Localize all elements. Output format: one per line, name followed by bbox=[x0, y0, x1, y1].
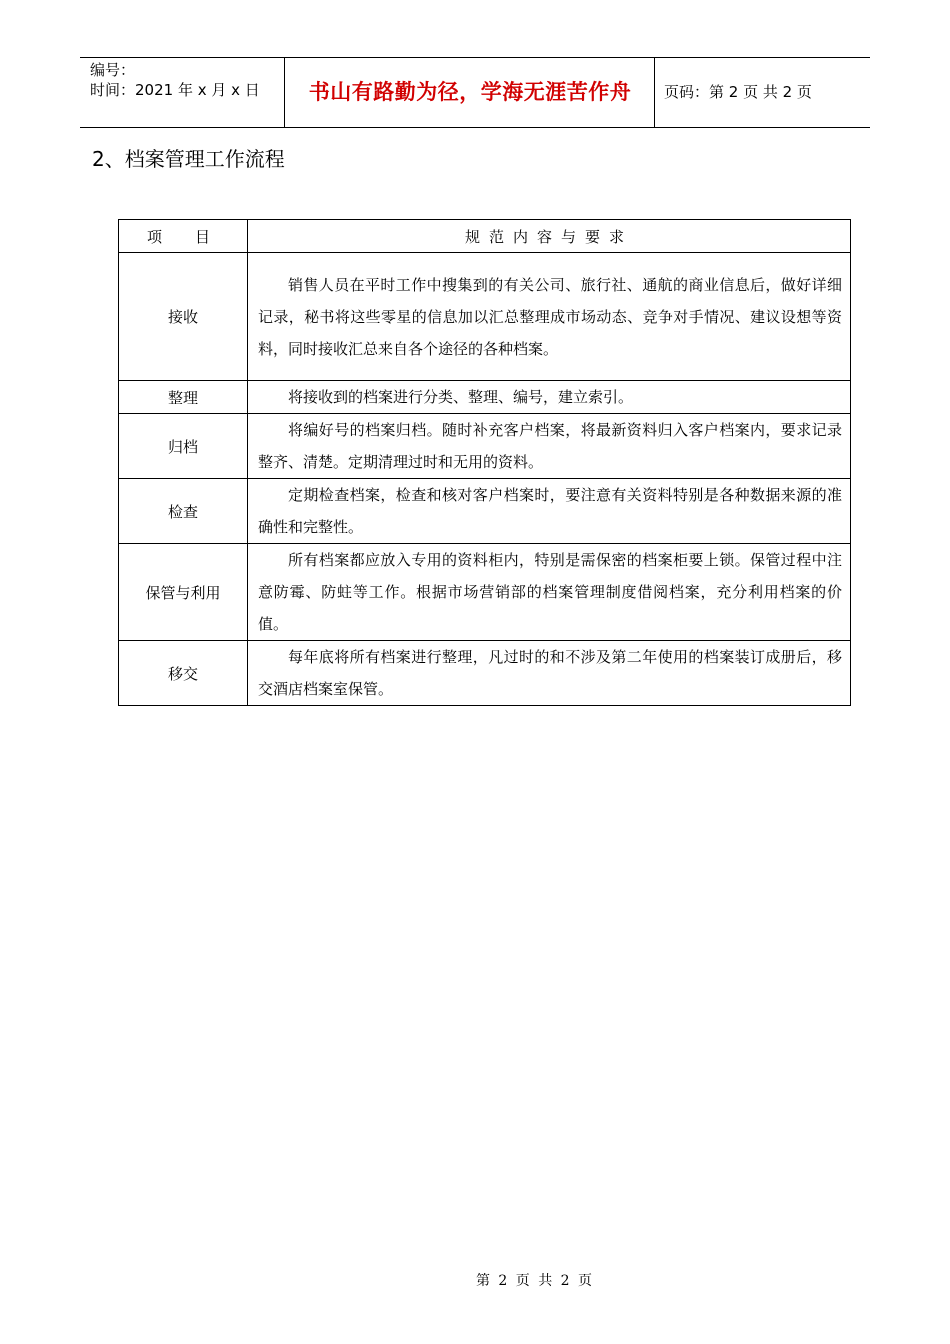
table-row bbox=[119, 479, 851, 544]
archive-workflow-table bbox=[118, 219, 851, 706]
document-number-label: 编号： bbox=[90, 61, 136, 79]
header-motto: 书山有路勤为径，学海无涯苦作舟 bbox=[308, 80, 632, 104]
table-row bbox=[119, 381, 851, 414]
column-header-content: 规范内容与要求 bbox=[248, 220, 851, 253]
table-row bbox=[119, 641, 851, 706]
row-item: 检查 bbox=[119, 479, 248, 544]
table-header-row bbox=[119, 220, 851, 253]
table-row bbox=[119, 544, 851, 641]
document-time-label: 时间：2021 年 x 月 x 日 bbox=[90, 81, 260, 99]
row-item: 整理 bbox=[119, 381, 248, 414]
row-content: 销售人员在平时工作中搜集到的有关公司、旅行社、通航的商业信息后，做好详细记录，秘书将这些零星的信息加以汇总整理成市场动态、竞争对手情况、建议设想等资料，同时接收汇总来自各个途径的各种档案。 bbox=[248, 253, 851, 381]
row-content: 将接收到的档案进行分类、整理、编号，建立索引。 bbox=[248, 381, 851, 414]
row-item: 归档 bbox=[119, 414, 248, 479]
table-row bbox=[119, 414, 851, 479]
column-header-item: 项 目 bbox=[119, 220, 248, 253]
header-page-info: 页码：第 2 页 共 2 页 bbox=[664, 83, 812, 101]
row-content: 所有档案都应放入专用的资料柜内，特别是需保密的档案柜要上锁。保管过程中注意防霉、防蛀等工作。根据市场营销部的档案管理制度借阅档案，充分利用档案的价值。 bbox=[248, 544, 851, 641]
page-header bbox=[80, 57, 870, 128]
page-footer: 第 2 页 共 2 页 bbox=[475, 1273, 595, 1289]
row-content: 定期检查档案，检查和核对客户档案时，要注意有关资料特别是各种数据来源的准确性和完整性。 bbox=[248, 479, 851, 544]
table-row bbox=[119, 253, 851, 381]
row-content: 将编好号的档案归档。随时补充客户档案，将最新资料归入客户档案内，要求记录整齐、清楚。定期清理过时和无用的资料。 bbox=[248, 414, 851, 479]
row-item: 保管与利用 bbox=[119, 544, 248, 641]
section-title: 2、档案管理工作流程 bbox=[92, 147, 285, 171]
header-meta bbox=[90, 60, 284, 100]
row-item: 接收 bbox=[119, 253, 248, 381]
row-item: 移交 bbox=[119, 641, 248, 706]
row-content: 每年底将所有档案进行整理，凡过时的和不涉及第二年使用的档案装订成册后，移交酒店档案室保管。 bbox=[248, 641, 851, 706]
header-divider bbox=[654, 58, 655, 127]
